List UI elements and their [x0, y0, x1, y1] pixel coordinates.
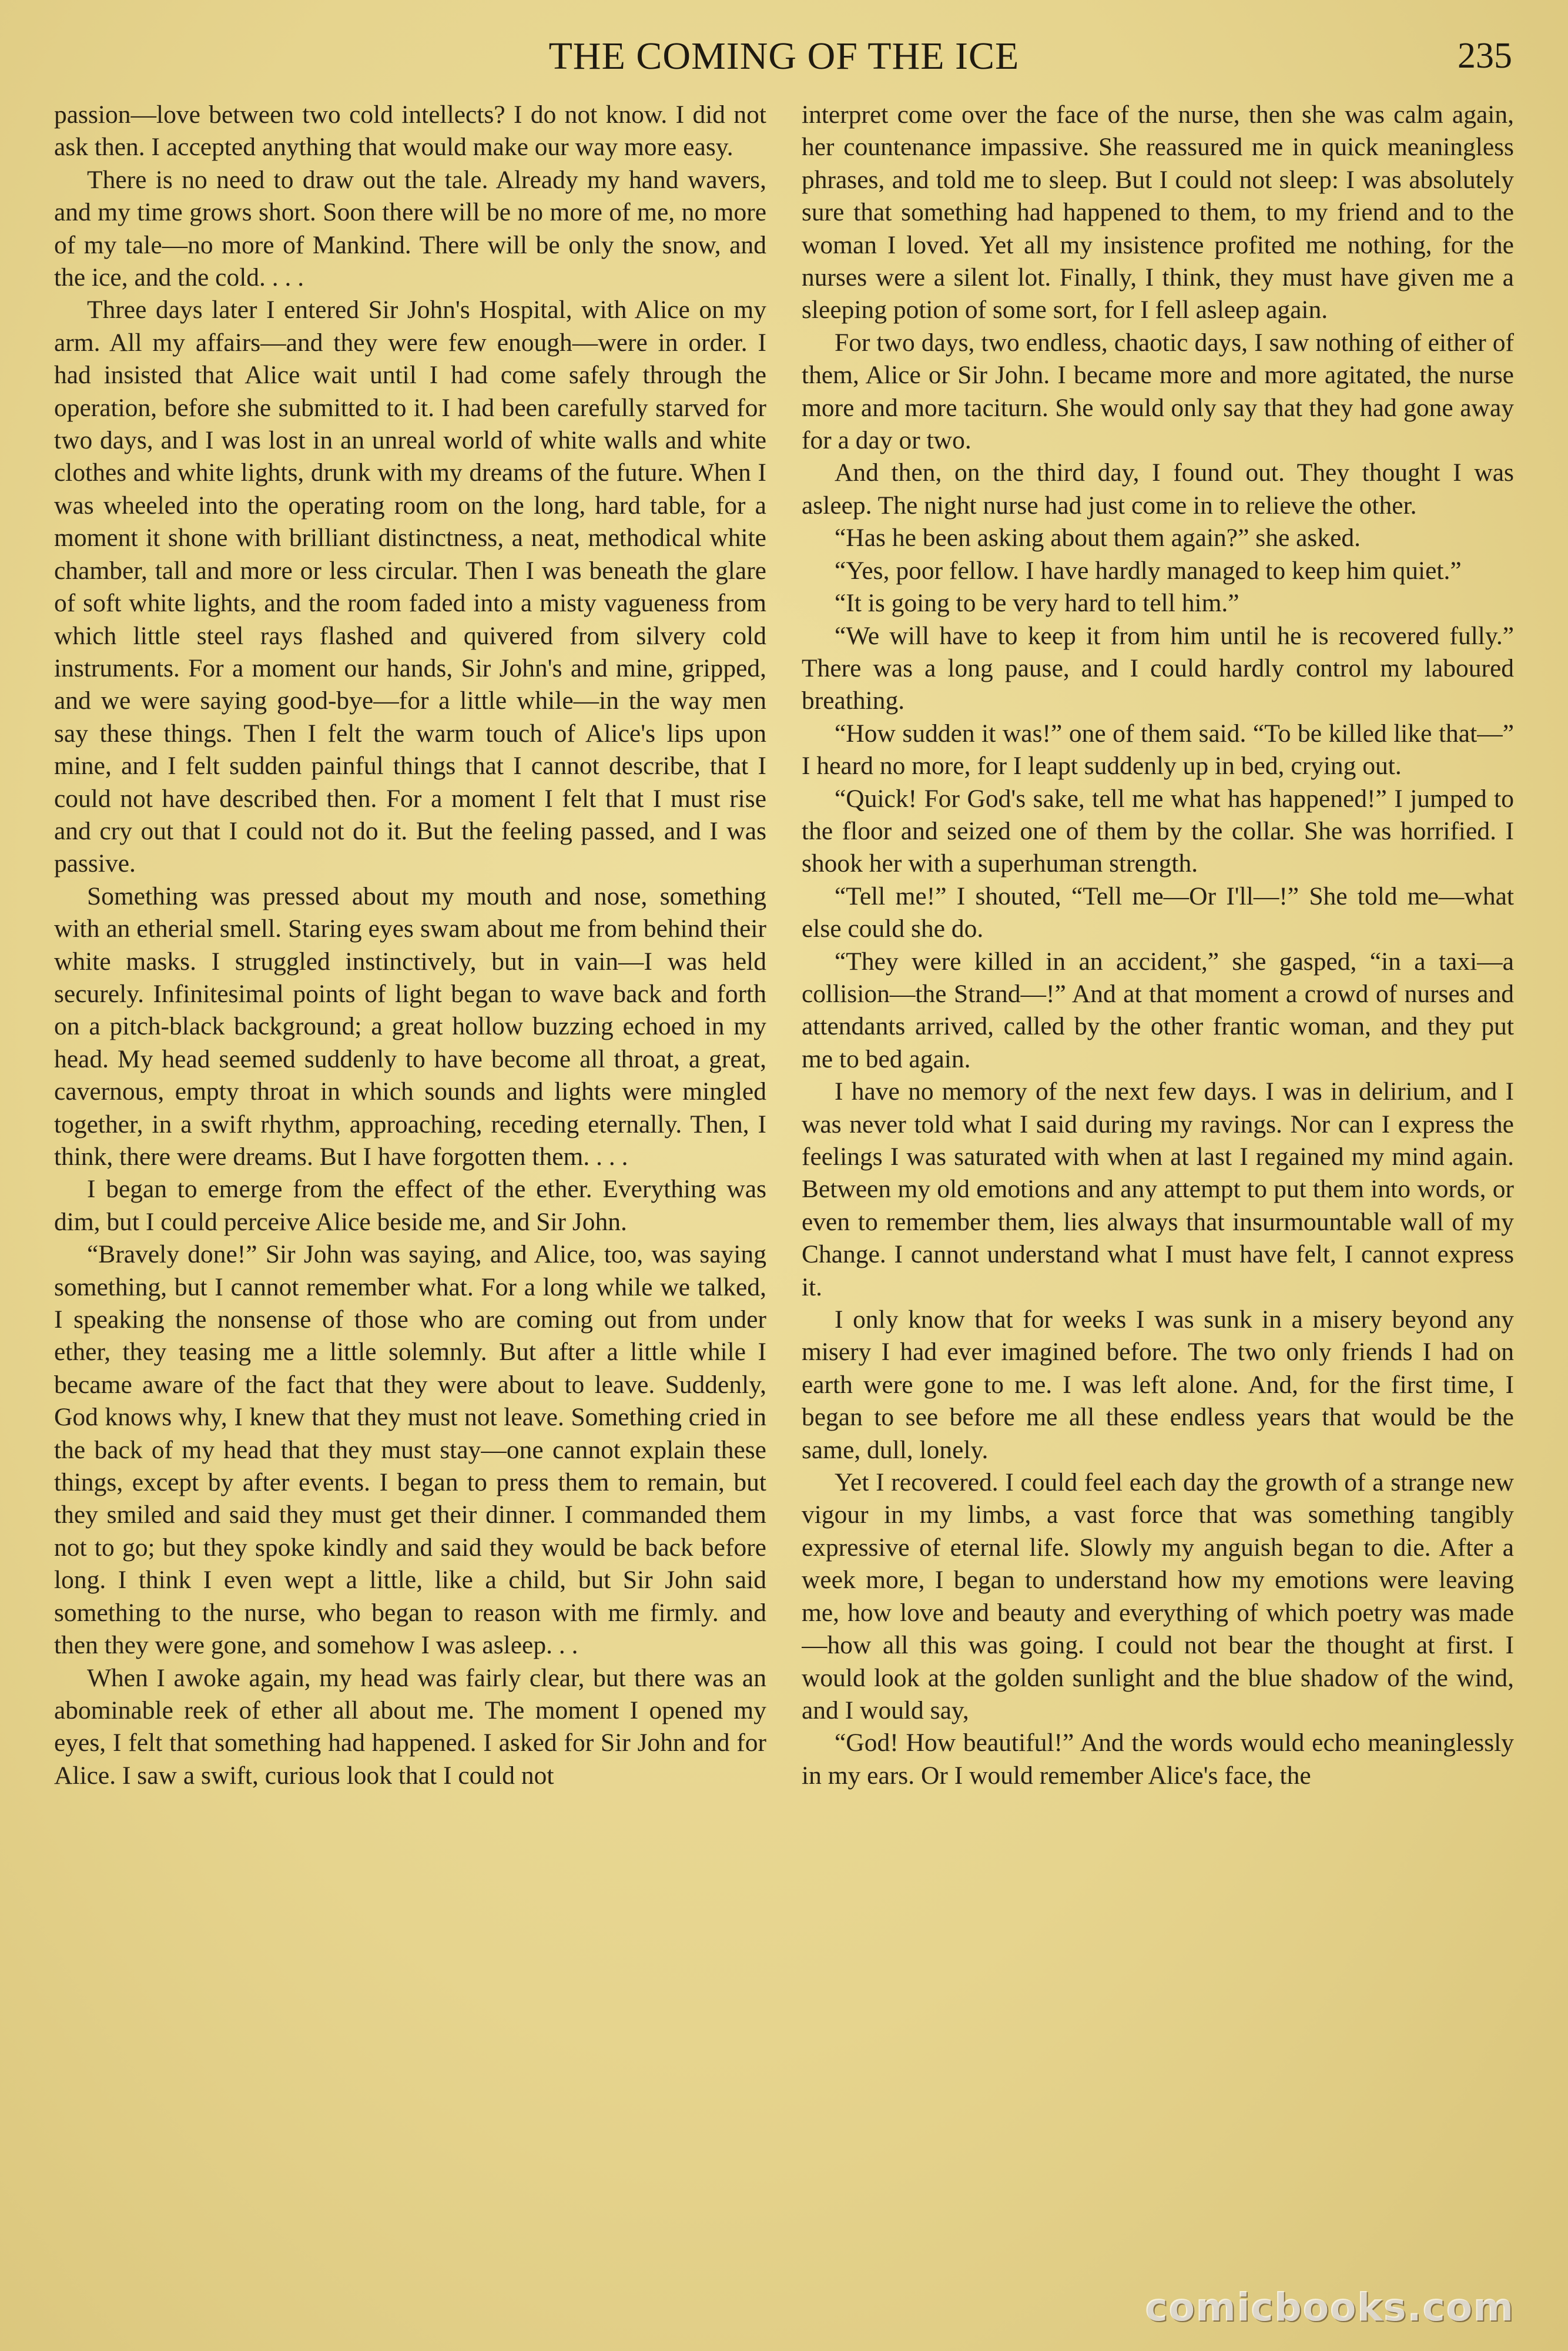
page-number: 235 — [1458, 36, 1512, 76]
paragraph: “They were killed in an accident,” she gasped, “in a taxi—a collision—the Strand—!” And at that moment a crowd of nurses and attendants arrived, called by the other frantic woman, and they put me to bed again. — [802, 947, 1514, 1073]
right-column — [802, 99, 1514, 2320]
watermark: comicbooks.com — [1144, 2285, 1514, 2330]
paragraph: “God! How beautiful!” And the words would echo meaninglessly in my ears. Or I would remember Alice's face, the — [802, 1729, 1514, 1790]
paragraph: For two days, two endless, chaotic days, I saw nothing of either of them, Alice or Sir John. I became more and more agitated, the nurse more and more taciturn. She would only say that they had gone away for a day or two. — [802, 328, 1514, 455]
paragraph: “Bravely done!” Sir John was saying, and Alice, too, was saying something, but I cannot remember what. For a long while we talked, I speaking the nonsense of those who are coming out from under ether, they teasing me a little solemnly. But after a little while I became aware of the fact that they were about to leave. Suddenly, God knows why, I knew that they must not leave. Something cried in the back of my head that they must stay—one cannot explain these things, except by after events. I began to press them to remain, but they smiled and said they must get their dinner. I commanded them not to go; but they spoke kindly and said they would be back before long. I think I even wept a little, like a child, but Sir John said something to the nurse, who began to reason with me firmly. and then they were gone, and somehow I was asleep. . . — [54, 1240, 766, 1660]
paragraph: Something was pressed about my mouth and nose, something with an etherial smell. Staring eyes swam about me from behind their white masks. I struggled instinctively, but in vain—I was held securely. Infinitesimal points of light began to wave back and forth on a pitch-black background; a great hollow buzzing echoed in my head. My head seemed suddenly to have become all throat, a great, cavernous, empty throat in which sounds and lights were mingled together, in a swift rhythm, approaching, receding eternally. Then, I think, there were dreams. But I have forgotten them. . . . — [54, 882, 766, 1171]
paragraph: I have no memory of the next few days. I was in delirium, and I was never told what I said during my ravings. Nor can I express the feelings I was saturated with when at last I regained my mind again. Between my old emotions and any attempt to put them into words, or even to remember them, lies always that insurmountable wall of my Change. I cannot understand what I must have felt, I cannot express it. — [802, 1077, 1514, 1301]
paragraph: There is no need to draw out the tale. Already my hand wavers, and my time grows short. Soon there will be no more of me, no more of my tale—no more of Mankind. There will be only the snow, and the ice, and the cold. . . . — [54, 165, 766, 292]
page-header — [0, 34, 1568, 87]
paragraph: “We will have to keep it from him until he is recovered fully.” There was a long pause, and I could hardly control my laboured breathing. — [802, 621, 1514, 715]
left-column — [54, 99, 766, 2320]
paragraph: interpret come over the face of the nurse, then she was calm again, her countenance impassive. She reassured me in quick meaningless phrases, and told me to sleep. But I could not sleep: I was absolutely sure that something had happened to them, to my friend and to the woman I loved. Yet all my insistence profited me nothing, for the nurses were a silent lot. Finally, I think, they must have given me a sleeping potion of some sort, for I fell asleep again. — [802, 101, 1514, 324]
paragraph: “Yes, poor fellow. I have hardly managed to keep him quiet.” — [835, 556, 1462, 585]
paragraph: “Quick! For God's sake, tell me what has happened!” I jumped to the floor and seized one of them by the collar. She was horrified. I shook her with a superhuman strength. — [802, 784, 1514, 878]
paragraph: “Tell me!” I shouted, “Tell me—Or I'll—!” She told me—what else could she do. — [802, 882, 1514, 943]
paragraph: “How sudden it was!” one of them said. “To be killed like that—” I heard no more, for I leapt suddenly up in bed, crying out. — [802, 719, 1514, 781]
paragraph: passion—love between two cold intellects? I do not know. I did not ask then. I accepted anything that would make our way more easy. — [54, 101, 766, 162]
paragraph: When I awoke again, my head was fairly clear, but there was an abominable reek of ether all about me. The moment I opened my eyes, I felt that something had happened. I asked for Sir John and for Alice. I saw a swift, curious look that I could not — [54, 1663, 766, 1790]
paragraph: “It is going to be very hard to tell him.” — [835, 589, 1239, 618]
paragraph: “Has he been asking about them again?” she asked. — [835, 524, 1361, 552]
paragraph: Three days later I entered Sir John's Hospital, with Alice on my arm. All my affairs—and they were few enough—were in order. I had insisted that Alice wait until I had come safely through the operation, before she submitted to it. I had been carefully starved for two days, and I was lost in an unreal world of white walls and white clothes and white lights, drunk with my dreams of the future. When I was wheeled into the operating room on the long, hard table, for a moment it shone with brilliant distinctness, a neat, methodical white chamber, tall and more or less circular. Then I was beneath the glare of soft white lights, and the room faded into a misty vagueness from which little steel rays flashed and quivered from silvery cold instruments. For a moment our hands, Sir John's and mine, gripped, and we were saying good-bye—for a little while—in the way men say these things. Then I felt the warm touch of Alice's lips upon mine, and I felt sudden painful things that I cannot describe, that I could not have described then. For a moment I felt that I must rise and cry out that I could not do it. But the feeling passed, and I was passive. — [54, 296, 766, 878]
paragraph: I began to emerge from the effect of the ether. Everything was dim, but I could perceive Alice beside me, and Sir John. — [54, 1175, 766, 1236]
paragraph: And then, on the third day, I found out. They thought I was asleep. The night nurse had just come in to relieve the other. — [802, 458, 1514, 520]
running-head: THE COMING OF THE ICE — [548, 35, 1020, 78]
paragraph: Yet I recovered. I could feel each day the growth of a strange new vigour in my limbs, a vast force that was something tangibly expressive of eternal life. Slowly my anguish began to die. After a week more, I began to understand how my emotions were leaving me, how love and beauty and everything of which poetry was made—how all this was going. I could not bear the thought at first. I would look at the golden sunlight and the blue shadow of the wind, and I would say, — [802, 1468, 1514, 1724]
paragraph: I only know that for weeks I was sunk in a misery beyond any misery I had ever imagined before. The two only friends I had on earth were gone to me. I was left alone. And, for the first time, I began to see before me all these endless years that would be the same, dull, lonely. — [802, 1305, 1514, 1464]
